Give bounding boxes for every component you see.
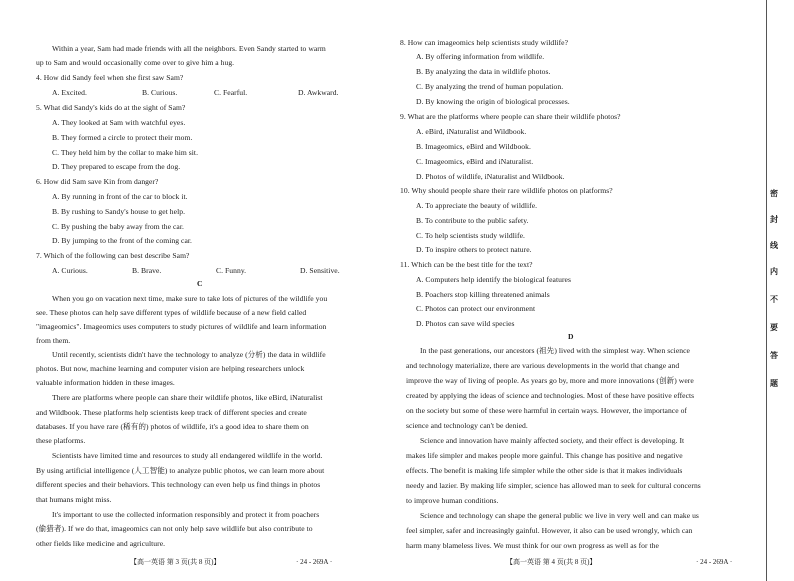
question-4: 4. How did Sandy feel when she first saw Sam? <box>36 73 184 82</box>
q7-option-d: D. Sensitive. <box>300 266 340 275</box>
passage-line: from them. <box>36 336 71 345</box>
passage-line: There are platforms where people can share their wildlife photos, like eBird, iNaturalist <box>52 393 323 402</box>
q6-option-d: D. By jumping to the front of the coming car. <box>52 236 192 245</box>
question-8: 8. How can imageomics help scientists study wildlife? <box>400 38 568 47</box>
q7-option-b: B. Brave. <box>132 266 162 275</box>
seal-char: 答 <box>770 351 778 360</box>
q11-option-c: C. Photos can protect our environment <box>416 304 536 313</box>
q11-option-a: A. Computers help identify the biological features <box>416 275 571 284</box>
passage-line: to improve human conditions. <box>406 496 499 505</box>
question-9: 9. What are the platforms where people can share their wildlife photos? <box>400 112 621 121</box>
passage-line: see. These photos can help save different types of wildlife because of a new field called <box>36 308 307 317</box>
seal-char: 题 <box>770 379 778 388</box>
question-5: 5. What did Sandy's kids do at the sight of Sam? <box>36 103 186 112</box>
passage-line: these platforms. <box>36 436 86 445</box>
seal-char: 内 <box>770 267 778 276</box>
q6-option-b: B. By rushing to Sandy's house to get help. <box>52 207 186 216</box>
passage-line: needy and lazier. By making life simpler, science has allowed man to seek for cultural concerns <box>406 481 701 490</box>
q8-option-b: B. By analyzing the data in wildlife photos. <box>416 67 551 76</box>
q5-option-c: C. They held him by the collar to make him sit. <box>52 148 199 157</box>
passage-line: improve the way of living of people. As years go by, more and more innovations (创新) were <box>406 376 694 385</box>
passage-line: harm many blameless lives. We must think for our own progress as well as for the <box>406 541 659 550</box>
text-line: Within a year, Sam had made friends with all the neighbors. Even Sandy started to warm <box>52 44 326 53</box>
passage-line: "imageomics". Imageomics uses computers to study pictures of wildlife and learn information <box>36 322 327 331</box>
passage-line: (偷猎者). If we do that, imageomics can not only help save wildlife but also contribute to <box>36 524 313 533</box>
page-footer-code: · 24 - 269A · <box>296 558 333 566</box>
question-6: 6. How did Sam save Kin from danger? <box>36 177 159 186</box>
q10-option-c: C. To help scientists study wildlife. <box>416 231 525 240</box>
seal-char: 要 <box>770 323 778 332</box>
passage-line: science and technology can't be denied. <box>406 421 528 430</box>
q10-option-b: B. To contribute to the public safety. <box>416 216 529 225</box>
passage-line: different species and their behaviors. This technology can even help us find things in photos <box>36 480 321 489</box>
q7-option-c: C. Funny. <box>216 266 247 275</box>
passage-line: and Wildbook. These platforms help scientists keep track of different species and create <box>36 408 307 417</box>
passage-line: feel simpler, safer and increasingly gainful. However, it also can be used wrongly, which can <box>406 526 693 535</box>
q10-option-d: D. To inspire others to protect nature. <box>416 245 532 254</box>
question-10: 10. Why should people share their rare wildlife photos on platforms? <box>400 186 613 195</box>
q9-option-d: D. Photos of wildlife, iNaturalist and Wildbook. <box>416 172 565 181</box>
passage-line: valuable information hidden in these images. <box>36 378 175 387</box>
q4-option-d: D. Awkward. <box>298 88 339 97</box>
seal-char: 密 <box>770 189 778 198</box>
passage-line: Until recently, scientists didn't have the technology to analyze (分析) the data in wildlife <box>52 350 326 359</box>
q5-option-d: D. They prepared to escape from the dog. <box>52 162 181 171</box>
q4-option-c: C. Fearful. <box>214 88 248 97</box>
seal-char: 封 <box>770 215 778 224</box>
binding-margin <box>744 0 794 581</box>
passage-line: It's important to use the collected information responsibly and protect it from poachers <box>52 510 320 519</box>
q6-option-a: A. By running in front of the car to block it. <box>52 192 188 201</box>
q4-option-b: B. Curious. <box>142 88 178 97</box>
q8-option-d: D. By knowing the origin of biological processes. <box>416 97 570 106</box>
q8-option-a: A. By offering information from wildlife. <box>416 52 545 61</box>
left-page <box>0 0 372 581</box>
question-11: 11. Which can be the best title for the text? <box>400 260 533 269</box>
passage-line: makes life simpler and makes people more gainful. This change has positive and negative <box>406 451 683 460</box>
passage-line: other fields like medicine and agriculture. <box>36 539 166 548</box>
page-footer-label: 【高一英语 第 3 页(共 8 页)】 <box>130 558 221 566</box>
right-page <box>372 0 744 581</box>
q9-option-c: C. Imageomics, eBird and iNaturalist. <box>416 157 534 166</box>
passage-line: Science and innovation have mainly affected society, and their effect is developing. It <box>420 436 685 445</box>
seal-char: 不 <box>770 295 778 304</box>
q10-option-a: A. To appreciate the beauty of wildlife. <box>416 201 538 210</box>
passage-line: effects. The benefit is making life simpler while the other side is that it makes individuals <box>406 466 683 475</box>
q11-option-d: D. Photos can save wild species <box>416 319 515 328</box>
passage-line: In the past generations, our ancestors (祖先) lived with the simplest way. When science <box>420 346 690 355</box>
passage-line: Scientists have limited time and resources to study all endangered wildlife in the world. <box>52 451 323 460</box>
passage-line: By using artificial intelligence (人工智能) to analyze public photos, we can learn more about <box>36 466 325 475</box>
passage-line: on the society but some of these were harmful in certain ways. However, the importance of <box>406 406 688 415</box>
q9-option-b: B. Imageomics, eBird and Wildbook. <box>416 142 531 151</box>
q4-option-a: A. Excited. <box>52 88 87 97</box>
q11-option-b: B. Poachers stop killing threatened animals <box>416 290 550 299</box>
passage-line: that humans might miss. <box>36 495 112 504</box>
seal-line <box>766 0 767 581</box>
q9-option-a: A. eBird, iNaturalist and Wildbook. <box>416 127 527 136</box>
passage-line: created by applying the ideas of science and technologies. Most of these have positive effects <box>406 391 695 400</box>
seal-char: 线 <box>770 241 778 250</box>
text-line: up to Sam and would occasionally come over to give him a hug. <box>36 58 235 67</box>
section-c-heading: C <box>197 279 203 288</box>
page-footer-code: · 24 - 269A · <box>696 558 733 566</box>
q8-option-c: C. By analyzing the trend of human population. <box>416 82 564 91</box>
passage-line: Science and technology can shape the general public we live in very well and can make us <box>420 511 699 520</box>
passage-line: databases. If you have rare (稀有的) photos of wildlife, it's a good idea to share them on <box>36 422 309 431</box>
section-d-heading: D <box>568 332 574 341</box>
q7-option-a: A. Curious. <box>52 266 88 275</box>
q5-option-b: B. They formed a circle to protect their mom. <box>52 133 193 142</box>
passage-line: and technology materialize, there are various developments in the world that change and <box>406 361 680 370</box>
passage-line: photos. But now, machine learning and computer vision are helping researchers unlock <box>36 364 305 373</box>
q6-option-c: C. By pushing the baby away from the car. <box>52 222 184 231</box>
question-7: 7. Which of the following can best describe Sam? <box>36 251 190 260</box>
passage-line: When you go on vacation next time, make sure to take lots of pictures of the wildlife you <box>52 294 328 303</box>
page-footer-label: 【高一英语 第 4 页(共 8 页)】 <box>506 558 597 566</box>
q5-option-a: A. They looked at Sam with watchful eyes. <box>52 118 186 127</box>
